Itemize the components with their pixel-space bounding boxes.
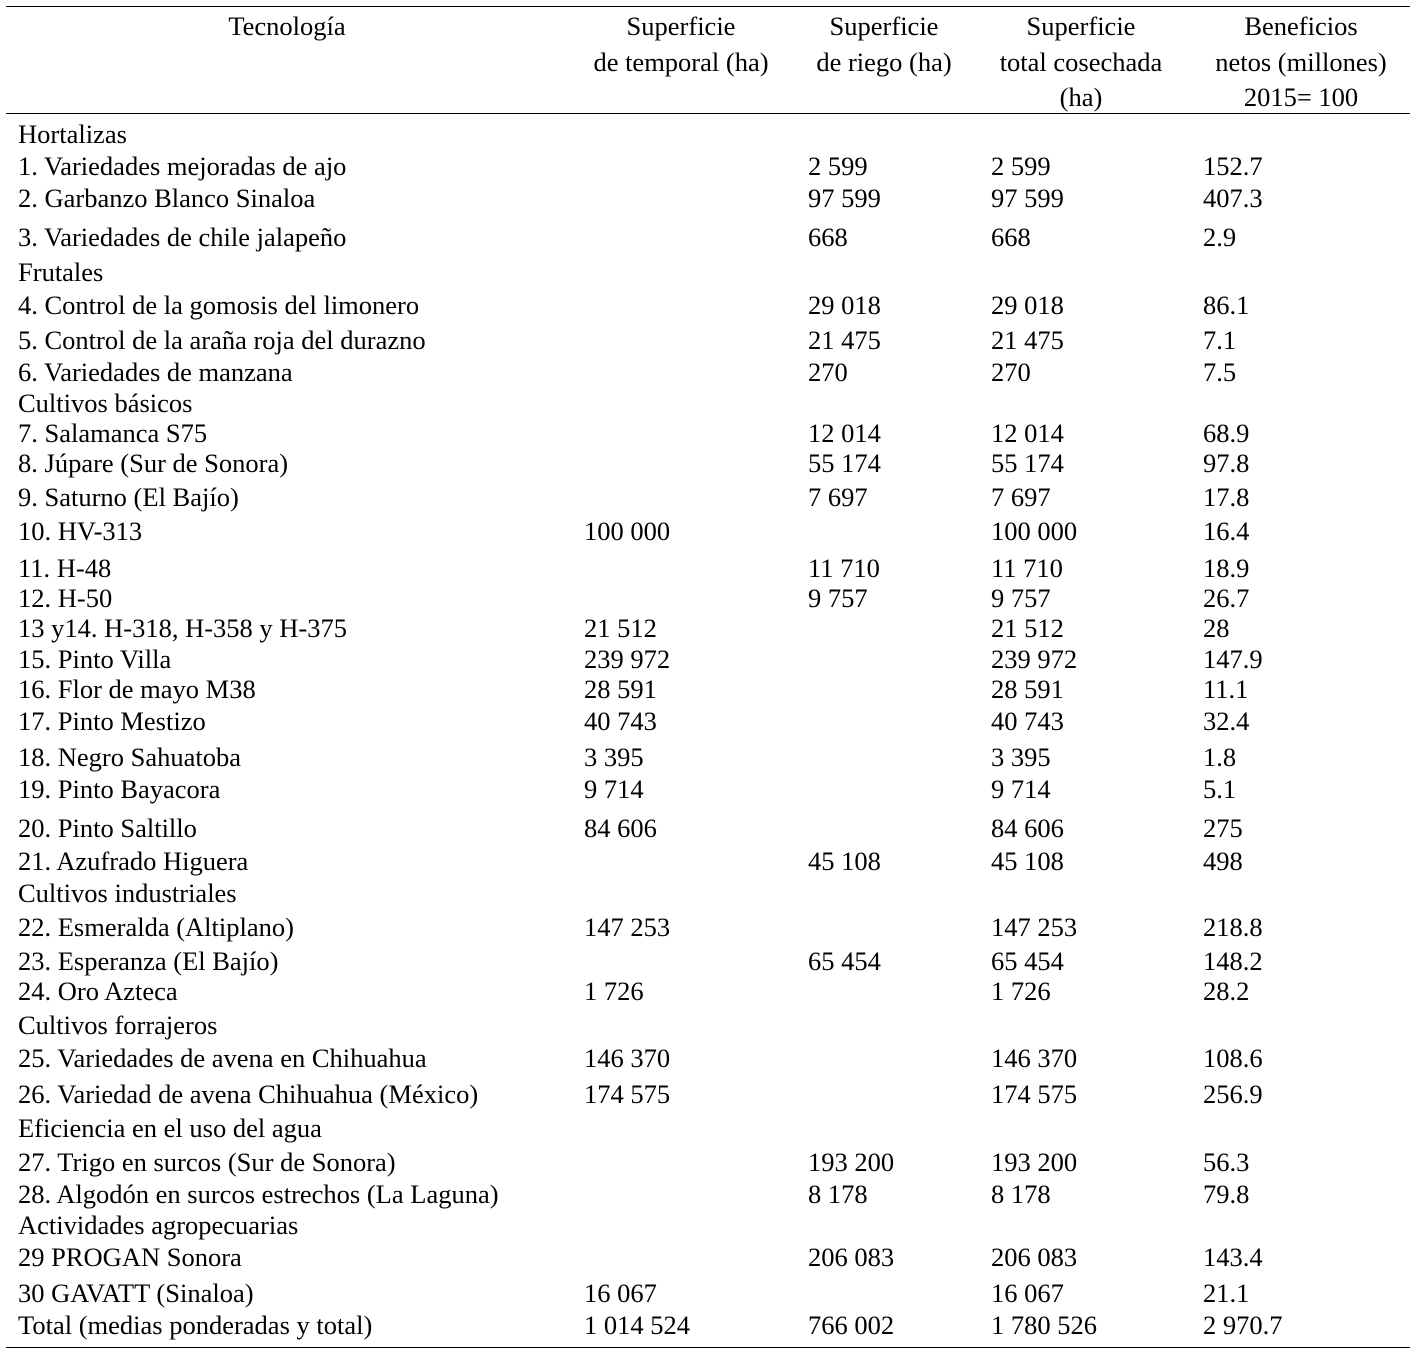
cell-riego: 29 018	[808, 290, 881, 320]
cell-total: 21 475	[991, 325, 1064, 355]
cell-total: 147 253	[991, 912, 1078, 942]
cell-beneficios: 143.4	[1203, 1242, 1263, 1272]
cell-total: 12 014	[991, 418, 1064, 448]
section-title: Cultivos forrajeros	[18, 1010, 218, 1040]
row-label: 7. Salamanca S75	[18, 418, 208, 448]
cell-total: 1 780 526	[991, 1310, 1097, 1340]
row-label: 15. Pinto Villa	[18, 644, 172, 674]
cell-beneficios: 148.2	[1203, 946, 1263, 976]
cell-beneficios: 18.9	[1203, 553, 1250, 583]
cell-total: 7 697	[991, 482, 1051, 512]
row-label: 9. Saturno (El Bajío)	[18, 482, 239, 512]
cell-beneficios: 28	[1203, 613, 1230, 643]
cell-total: 45 108	[991, 846, 1064, 876]
cell-temporal: 147 253	[584, 912, 671, 942]
cell-beneficios: 26.7	[1203, 583, 1250, 613]
cell-riego: 193 200	[808, 1147, 895, 1177]
section-title: Actividades agropecuarias	[18, 1210, 299, 1240]
row-label: 23. Esperanza (El Bajío)	[18, 946, 279, 976]
cell-riego: 97 599	[808, 183, 881, 213]
cell-beneficios: 68.9	[1203, 418, 1250, 448]
cell-total: 40 743	[991, 706, 1064, 736]
header-col5-line: Beneficios	[1244, 11, 1358, 41]
cell-beneficios: 86.1	[1203, 290, 1250, 320]
cell-beneficios: 56.3	[1203, 1147, 1250, 1177]
cell-beneficios: 17.8	[1203, 482, 1250, 512]
cell-total: 9 714	[991, 774, 1051, 804]
cell-total: 270	[991, 357, 1031, 387]
cell-riego: 270	[808, 357, 848, 387]
header-col4-line: Superficie	[1026, 11, 1136, 41]
cell-riego: 2 599	[808, 151, 868, 181]
row-label: 16. Flor de mayo M38	[18, 674, 256, 704]
cell-temporal: 9 714	[584, 774, 644, 804]
header-col3-line: Superficie	[829, 11, 939, 41]
cell-riego: 21 475	[808, 325, 881, 355]
cell-total: 2 599	[991, 151, 1051, 181]
cell-total: 16 067	[991, 1278, 1064, 1308]
header-col2-line: Superficie	[626, 11, 736, 41]
row-label: 27. Trigo en surcos (Sur de Sonora)	[18, 1147, 396, 1177]
header-col5-line: 2015= 100	[1243, 82, 1359, 112]
row-label: 10. HV-313	[18, 516, 143, 546]
cell-total: 206 083	[991, 1242, 1078, 1272]
cell-riego: 12 014	[808, 418, 881, 448]
cell-total: 28 591	[991, 674, 1064, 704]
cell-total: 11 710	[991, 553, 1063, 583]
header-col4-line: (ha)	[1059, 82, 1103, 112]
cell-total: 3 395	[991, 742, 1051, 772]
row-label: 17. Pinto Mestizo	[18, 706, 206, 736]
cell-beneficios: 32.4	[1203, 706, 1250, 736]
cell-beneficios: 498	[1203, 846, 1243, 876]
top-rule	[6, 6, 1410, 7]
cell-beneficios: 79.8	[1203, 1179, 1250, 1209]
cell-temporal: 16 067	[584, 1278, 657, 1308]
cell-total: 239 972	[991, 644, 1078, 674]
header-col5-line: netos (millones)	[1215, 47, 1387, 77]
cell-total: 55 174	[991, 448, 1064, 478]
cell-beneficios: 275	[1203, 813, 1243, 843]
row-label: Total (medias ponderadas y total)	[18, 1310, 373, 1340]
cell-beneficios: 1.8	[1203, 742, 1237, 772]
cell-beneficios: 21.1	[1203, 1278, 1250, 1308]
row-label: 1. Variedades mejoradas de ajo	[18, 151, 347, 181]
cell-beneficios: 218.8	[1203, 912, 1263, 942]
cell-temporal: 239 972	[584, 644, 671, 674]
cell-total: 8 178	[991, 1179, 1051, 1209]
cell-total: 9 757	[991, 583, 1051, 613]
row-label: 6. Variedades de manzana	[18, 357, 293, 387]
cell-beneficios: 152.7	[1203, 151, 1263, 181]
cell-temporal: 174 575	[584, 1079, 671, 1109]
row-label: 20. Pinto Saltillo	[18, 813, 197, 843]
cell-riego: 766 002	[808, 1310, 895, 1340]
row-label: 29 PROGAN Sonora	[18, 1242, 242, 1272]
cell-beneficios: 108.6	[1203, 1043, 1263, 1073]
row-label: 12. H-50	[18, 583, 113, 613]
section-title: Hortalizas	[18, 119, 127, 149]
cell-riego: 8 178	[808, 1179, 868, 1209]
header-col4-line: total cosechada	[999, 47, 1163, 77]
cell-beneficios: 7.1	[1203, 325, 1237, 355]
row-label: 24. Oro Azteca	[18, 976, 178, 1006]
cell-beneficios: 407.3	[1203, 183, 1263, 213]
cell-temporal: 1 726	[584, 976, 644, 1006]
cell-temporal: 146 370	[584, 1043, 671, 1073]
cell-beneficios: 16.4	[1203, 516, 1250, 546]
row-label: 25. Variedades de avena en Chihuahua	[18, 1043, 427, 1073]
row-label: 13 y14. H-318, H-358 y H-375	[18, 613, 348, 643]
cell-temporal: 21 512	[584, 613, 657, 643]
cell-total: 668	[991, 222, 1031, 252]
cell-total: 1 726	[991, 976, 1051, 1006]
row-label: 3. Variedades de chile jalapeño	[18, 222, 347, 252]
cell-riego: 65 454	[808, 946, 881, 976]
cell-total: 97 599	[991, 183, 1064, 213]
cell-total: 65 454	[991, 946, 1064, 976]
cell-riego: 45 108	[808, 846, 881, 876]
row-label: 22. Esmeralda (Altiplano)	[18, 912, 294, 942]
header-rule	[6, 113, 1410, 114]
row-label: 18. Negro Sahuatoba	[18, 742, 241, 772]
row-label: 19. Pinto Bayacora	[18, 774, 221, 804]
cell-riego: 11 710	[808, 553, 880, 583]
cell-beneficios: 147.9	[1203, 644, 1263, 674]
cell-riego: 668	[808, 222, 848, 252]
row-label: 4. Control de la gomosis del limonero	[18, 290, 420, 320]
header-col2-line: de temporal (ha)	[593, 47, 769, 77]
cell-total: 21 512	[991, 613, 1064, 643]
cell-temporal: 1 014 524	[584, 1310, 690, 1340]
section-title: Cultivos industriales	[18, 878, 237, 908]
row-label: 30 GAVATT (Sinaloa)	[18, 1278, 254, 1308]
cell-temporal: 84 606	[584, 813, 657, 843]
cell-total: 100 000	[991, 516, 1078, 546]
cell-total: 146 370	[991, 1043, 1078, 1073]
cell-riego: 9 757	[808, 583, 868, 613]
cell-beneficios: 256.9	[1203, 1079, 1263, 1109]
cell-temporal: 3 395	[584, 742, 644, 772]
cell-beneficios: 2.9	[1203, 222, 1237, 252]
header-col3-line: de riego (ha)	[816, 47, 952, 77]
cell-temporal: 28 591	[584, 674, 657, 704]
section-title: Frutales	[18, 257, 104, 287]
cell-temporal: 100 000	[584, 516, 671, 546]
cell-beneficios: 97.8	[1203, 448, 1250, 478]
cell-total: 193 200	[991, 1147, 1078, 1177]
row-label: 2. Garbanzo Blanco Sinaloa	[18, 183, 316, 213]
cell-temporal: 40 743	[584, 706, 657, 736]
cell-beneficios: 2 970.7	[1203, 1310, 1283, 1340]
cell-total: 174 575	[991, 1079, 1078, 1109]
cell-beneficios: 28.2	[1203, 976, 1250, 1006]
cell-riego: 7 697	[808, 482, 868, 512]
cell-riego: 55 174	[808, 448, 881, 478]
cell-beneficios: 5.1	[1203, 774, 1237, 804]
cell-riego: 206 083	[808, 1242, 895, 1272]
cell-total: 84 606	[991, 813, 1064, 843]
cell-beneficios: 11.1	[1203, 674, 1249, 704]
section-title: Eficiencia en el uso del agua	[18, 1113, 322, 1143]
header-col1-line: Tecnología	[228, 11, 346, 41]
row-label: 21. Azufrado Higuera	[18, 846, 249, 876]
row-label: 5. Control de la araña roja del durazno	[18, 325, 426, 355]
cell-beneficios: 7.5	[1203, 357, 1237, 387]
row-label: 28. Algodón en surcos estrechos (La Laguna)	[18, 1179, 499, 1209]
row-label: 26. Variedad de avena Chihuahua (México)	[18, 1079, 479, 1109]
cell-total: 29 018	[991, 290, 1064, 320]
row-label: 11. H-48	[18, 553, 112, 583]
row-label: 8. Júpare (Sur de Sonora)	[18, 448, 289, 478]
section-title: Cultivos básicos	[18, 388, 193, 418]
bottom-rule	[6, 1347, 1410, 1348]
